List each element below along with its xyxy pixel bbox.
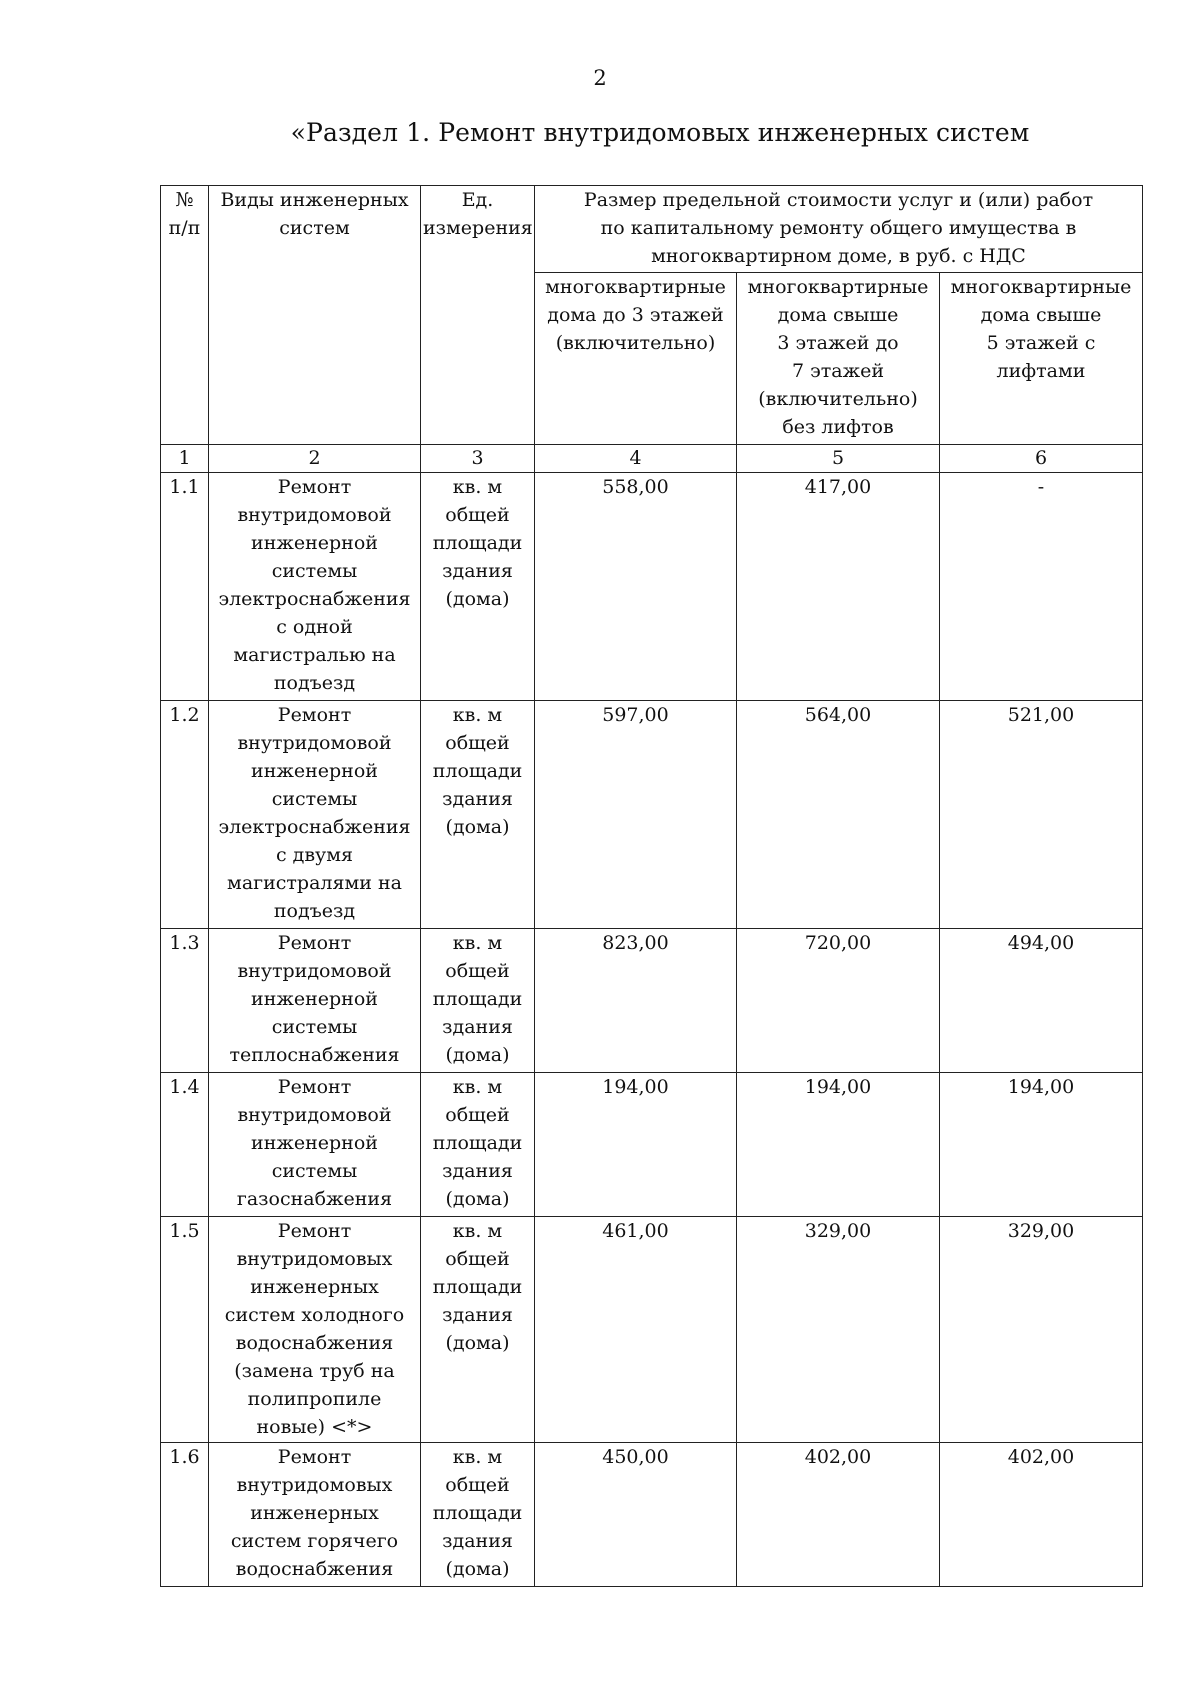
value-col5: 194,00 <box>737 1073 940 1217</box>
table-row <box>161 1073 1143 1217</box>
column-index: 2 <box>209 445 421 473</box>
system-name: Ремонт внутридомовой инженерной системы электроснабжения с одной магистралью на подъезд <box>209 473 421 701</box>
unit-cell: кв. м общей площади здания (дома) <box>421 1217 535 1443</box>
value-col6: 329,00 <box>940 1217 1143 1443</box>
header-col6: многоквартирные дома свыше 5 этажей с лифтами <box>940 273 1143 445</box>
row-number: 1.2 <box>161 701 209 929</box>
header-cost-group: Размер предельной стоимости услуг и (или) работ по капитальному ремонту общего имущества в многоквартирном доме, в руб. с НДС <box>535 186 1143 273</box>
column-index: 1 <box>161 445 209 473</box>
value-col6: 194,00 <box>940 1073 1143 1217</box>
value-col6: 402,00 <box>940 1443 1143 1587</box>
value-col4: 823,00 <box>535 929 737 1073</box>
table-row <box>161 701 1143 929</box>
value-col5: 720,00 <box>737 929 940 1073</box>
value-col5: 564,00 <box>737 701 940 929</box>
value-col4: 597,00 <box>535 701 737 929</box>
table-row <box>161 1217 1143 1443</box>
header-col5: многоквартирные дома свыше 3 этажей до 7 этажей (включительно) без лифтов <box>737 273 940 445</box>
system-name: Ремонт внутридомовой инженерной системы теплоснабжения <box>209 929 421 1073</box>
system-name: Ремонт внутридомовых инженерных систем горячего водоснабжения <box>209 1443 421 1587</box>
row-number: 1.4 <box>161 1073 209 1217</box>
section-title: «Раздел 1. Ремонт внутридомовых инженерных систем <box>290 118 1030 147</box>
row-number: 1.3 <box>161 929 209 1073</box>
value-col6: 521,00 <box>940 701 1143 929</box>
system-name: Ремонт внутридомовых инженерных систем холодного водоснабжения (замена труб на полипропиле новые) <*> <box>209 1217 421 1443</box>
value-col4: 461,00 <box>535 1217 737 1443</box>
cost-table <box>160 185 1143 1587</box>
unit-cell: кв. м общей площади здания (дома) <box>421 473 535 701</box>
value-col4: 450,00 <box>535 1443 737 1587</box>
row-number: 1.1 <box>161 473 209 701</box>
table-row <box>161 473 1143 701</box>
table-row <box>161 929 1143 1073</box>
column-index-row <box>161 445 1143 473</box>
value-col5: 329,00 <box>737 1217 940 1443</box>
value-col5: 402,00 <box>737 1443 940 1587</box>
value-col6: 494,00 <box>940 929 1143 1073</box>
row-number: 1.5 <box>161 1217 209 1443</box>
header-unit: Ед. измерения <box>421 186 535 445</box>
system-name: Ремонт внутридомовой инженерной системы газоснабжения <box>209 1073 421 1217</box>
value-col5: 417,00 <box>737 473 940 701</box>
row-number: 1.6 <box>161 1443 209 1587</box>
value-col4: 194,00 <box>535 1073 737 1217</box>
unit-cell: кв. м общей площади здания (дома) <box>421 1073 535 1217</box>
system-name: Ремонт внутридомовой инженерной системы электроснабжения с двумя магистралями на подъезд <box>209 701 421 929</box>
table-row <box>161 1443 1143 1587</box>
column-index: 5 <box>737 445 940 473</box>
value-col6: - <box>940 473 1143 701</box>
column-index: 3 <box>421 445 535 473</box>
header-system-type: Виды инженерных систем <box>209 186 421 445</box>
unit-cell: кв. м общей площади здания (дома) <box>421 1443 535 1587</box>
unit-cell: кв. м общей площади здания (дома) <box>421 701 535 929</box>
column-index: 6 <box>940 445 1143 473</box>
header-row <box>161 186 1143 273</box>
header-num: № п/п <box>161 186 209 445</box>
column-index: 4 <box>535 445 737 473</box>
unit-cell: кв. м общей площади здания (дома) <box>421 929 535 1073</box>
value-col4: 558,00 <box>535 473 737 701</box>
header-col4: многоквартирные дома до 3 этажей (включительно) <box>535 273 737 445</box>
page-number: 2 <box>593 66 607 90</box>
